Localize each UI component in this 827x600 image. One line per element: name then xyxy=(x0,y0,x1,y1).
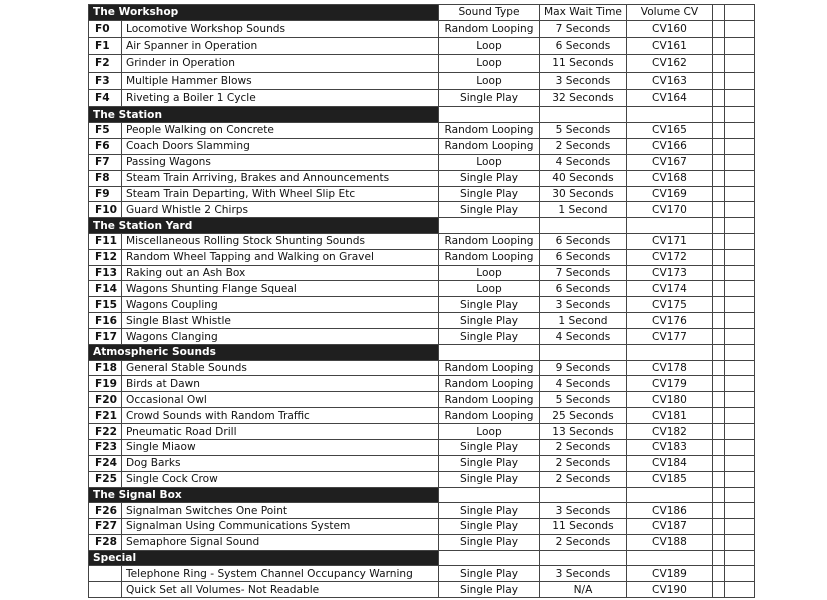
empty-cell xyxy=(712,154,724,170)
empty-cell xyxy=(712,329,724,345)
sound-name: Single Blast Whistle xyxy=(121,313,438,329)
volume-cv: CV174 xyxy=(626,281,712,297)
empty-cell xyxy=(724,392,754,408)
function-row xyxy=(89,186,755,202)
volume-cv: CV178 xyxy=(626,360,712,376)
max-wait-time: 13 Seconds xyxy=(539,424,626,440)
sound-type: Random Looping xyxy=(438,249,539,265)
function-key: F20 xyxy=(89,392,122,408)
section-header-row xyxy=(89,218,755,234)
empty-cell xyxy=(724,519,754,535)
empty-cell xyxy=(724,582,754,598)
volume-cv: CV182 xyxy=(626,424,712,440)
max-wait-time: 6 Seconds xyxy=(539,281,626,297)
empty-cell xyxy=(712,297,724,313)
section-header-row xyxy=(89,487,755,503)
empty-cell xyxy=(724,122,754,138)
empty-cell xyxy=(539,345,626,361)
sound-type: Loop xyxy=(438,37,539,54)
empty-cell xyxy=(724,281,754,297)
function-key: F17 xyxy=(89,329,122,345)
sound-name: Quick Set all Volumes- Not Readable xyxy=(121,582,438,598)
function-row xyxy=(89,471,755,487)
empty-cell xyxy=(724,503,754,519)
function-key: F2 xyxy=(89,55,122,72)
volume-cv: CV189 xyxy=(626,566,712,582)
sound-type: Random Looping xyxy=(438,138,539,154)
max-wait-time: 9 Seconds xyxy=(539,360,626,376)
max-wait-time: 4 Seconds xyxy=(539,154,626,170)
sound-type: Single Play xyxy=(438,170,539,186)
empty-cell xyxy=(712,503,724,519)
sound-name: Signalman Using Communications System xyxy=(121,519,438,535)
function-row xyxy=(89,154,755,170)
function-row xyxy=(89,313,755,329)
empty-cell xyxy=(724,439,754,455)
sound-name: Wagons Shunting Flange Squeal xyxy=(121,281,438,297)
function-row xyxy=(89,455,755,471)
empty-cell xyxy=(712,360,724,376)
empty-cell xyxy=(539,107,626,123)
volume-cv: CV164 xyxy=(626,90,712,107)
empty-cell xyxy=(539,487,626,503)
empty-cell xyxy=(724,408,754,424)
max-wait-time: 2 Seconds xyxy=(539,455,626,471)
sound-type: Single Play xyxy=(438,329,539,345)
sound-type: Random Looping xyxy=(438,233,539,249)
sound-type: Loop xyxy=(438,265,539,281)
sound-type: Random Looping xyxy=(438,122,539,138)
max-wait-time: N/A xyxy=(539,582,626,598)
empty-cell xyxy=(724,170,754,186)
max-wait-time: 6 Seconds xyxy=(539,37,626,54)
sound-name: Crowd Sounds with Random Traffic xyxy=(121,408,438,424)
max-wait-time: 11 Seconds xyxy=(539,55,626,72)
section-title: The Station Yard xyxy=(89,218,439,234)
sound-type: Loop xyxy=(438,154,539,170)
empty-cell xyxy=(539,550,626,566)
function-row xyxy=(89,122,755,138)
volume-cv: CV180 xyxy=(626,392,712,408)
empty-cell xyxy=(724,20,754,37)
empty-cell xyxy=(539,218,626,234)
empty-cell xyxy=(712,519,724,535)
function-key: F11 xyxy=(89,233,122,249)
volume-cv: CV183 xyxy=(626,439,712,455)
empty-cell xyxy=(724,5,754,21)
sound-type: Random Looping xyxy=(438,392,539,408)
empty-cell xyxy=(724,376,754,392)
max-wait-time: 3 Seconds xyxy=(539,503,626,519)
volume-cv: CV171 xyxy=(626,233,712,249)
volume-cv: CV169 xyxy=(626,186,712,202)
sound-type: Single Play xyxy=(438,202,539,218)
sound-name: Pneumatic Road Drill xyxy=(121,424,438,440)
max-wait-time: 30 Seconds xyxy=(539,186,626,202)
empty-cell xyxy=(724,218,754,234)
function-key: F6 xyxy=(89,138,122,154)
function-row xyxy=(89,566,755,582)
sound-type: Single Play xyxy=(438,90,539,107)
function-row xyxy=(89,90,755,107)
empty-cell xyxy=(712,408,724,424)
section-header-row xyxy=(89,107,755,123)
volume-cv: CV161 xyxy=(626,37,712,54)
column-header-sound-type: Sound Type xyxy=(438,5,539,21)
function-key: F10 xyxy=(89,202,122,218)
function-key: F28 xyxy=(89,534,122,550)
sound-type: Random Looping xyxy=(438,376,539,392)
empty-cell xyxy=(712,107,724,123)
sound-name: Single Miaow xyxy=(121,439,438,455)
max-wait-time: 4 Seconds xyxy=(539,376,626,392)
section-header-row xyxy=(89,5,755,21)
sound-name: Telephone Ring - System Channel Occupancy Warning xyxy=(121,566,438,582)
empty-cell xyxy=(438,345,539,361)
sound-name: Miscellaneous Rolling Stock Shunting Sounds xyxy=(121,233,438,249)
max-wait-time: 3 Seconds xyxy=(539,566,626,582)
volume-cv: CV160 xyxy=(626,20,712,37)
empty-cell xyxy=(724,550,754,566)
empty-cell xyxy=(724,72,754,89)
empty-cell xyxy=(712,72,724,89)
function-key: F19 xyxy=(89,376,122,392)
sound-type: Loop xyxy=(438,55,539,72)
sound-type: Loop xyxy=(438,72,539,89)
function-key: F25 xyxy=(89,471,122,487)
function-row xyxy=(89,519,755,535)
empty-cell xyxy=(712,534,724,550)
sound-type: Single Play xyxy=(438,313,539,329)
sound-type: Single Play xyxy=(438,186,539,202)
empty-cell xyxy=(438,218,539,234)
function-row xyxy=(89,249,755,265)
function-key: F13 xyxy=(89,265,122,281)
volume-cv: CV181 xyxy=(626,408,712,424)
empty-cell xyxy=(724,154,754,170)
sound-name: Steam Train Departing, With Wheel Slip Etc xyxy=(121,186,438,202)
sound-name: Signalman Switches One Point xyxy=(121,503,438,519)
empty-cell xyxy=(438,550,539,566)
empty-cell xyxy=(626,487,712,503)
sound-name: Birds at Dawn xyxy=(121,376,438,392)
max-wait-time: 5 Seconds xyxy=(539,122,626,138)
max-wait-time: 7 Seconds xyxy=(539,265,626,281)
empty-cell xyxy=(712,471,724,487)
function-row xyxy=(89,281,755,297)
sound-type: Single Play xyxy=(438,566,539,582)
empty-cell xyxy=(724,534,754,550)
empty-cell xyxy=(724,37,754,54)
sound-name: Steam Train Arriving, Brakes and Announcements xyxy=(121,170,438,186)
max-wait-time: 2 Seconds xyxy=(539,439,626,455)
function-row xyxy=(89,392,755,408)
function-key: F8 xyxy=(89,170,122,186)
function-row xyxy=(89,439,755,455)
function-key: F1 xyxy=(89,37,122,54)
volume-cv: CV170 xyxy=(626,202,712,218)
sound-name: General Stable Sounds xyxy=(121,360,438,376)
function-row xyxy=(89,72,755,89)
volume-cv: CV166 xyxy=(626,138,712,154)
empty-cell xyxy=(724,186,754,202)
sound-function-table xyxy=(88,4,755,598)
empty-cell xyxy=(712,345,724,361)
empty-cell xyxy=(712,5,724,21)
empty-cell xyxy=(712,122,724,138)
function-row xyxy=(89,37,755,54)
max-wait-time: 2 Seconds xyxy=(539,534,626,550)
function-row xyxy=(89,20,755,37)
max-wait-time: 25 Seconds xyxy=(539,408,626,424)
sound-name: Locomotive Workshop Sounds xyxy=(121,20,438,37)
volume-cv: CV187 xyxy=(626,519,712,535)
column-header-max-wait: Max Wait Time xyxy=(539,5,626,21)
empty-cell xyxy=(724,455,754,471)
function-key: F23 xyxy=(89,439,122,455)
empty-cell xyxy=(712,550,724,566)
max-wait-time: 32 Seconds xyxy=(539,90,626,107)
function-key: F24 xyxy=(89,455,122,471)
function-row xyxy=(89,360,755,376)
empty-cell xyxy=(712,455,724,471)
max-wait-time: 1 Second xyxy=(539,313,626,329)
empty-cell xyxy=(712,138,724,154)
section-title: The Signal Box xyxy=(89,487,439,503)
empty-cell xyxy=(712,55,724,72)
function-row xyxy=(89,582,755,598)
function-row xyxy=(89,265,755,281)
function-row xyxy=(89,55,755,72)
function-key: F21 xyxy=(89,408,122,424)
function-key: F7 xyxy=(89,154,122,170)
sound-type: Random Looping xyxy=(438,408,539,424)
max-wait-time: 4 Seconds xyxy=(539,329,626,345)
function-row xyxy=(89,424,755,440)
max-wait-time: 3 Seconds xyxy=(539,297,626,313)
empty-cell xyxy=(724,107,754,123)
section-header-row xyxy=(89,550,755,566)
empty-cell xyxy=(724,202,754,218)
function-row xyxy=(89,297,755,313)
sound-name: Guard Whistle 2 Chirps xyxy=(121,202,438,218)
max-wait-time: 2 Seconds xyxy=(539,138,626,154)
sound-name: Single Cock Crow xyxy=(121,471,438,487)
sound-name: Grinder in Operation xyxy=(121,55,438,72)
function-row xyxy=(89,408,755,424)
volume-cv: CV165 xyxy=(626,122,712,138)
max-wait-time: 40 Seconds xyxy=(539,170,626,186)
max-wait-time: 1 Second xyxy=(539,202,626,218)
sound-type: Loop xyxy=(438,424,539,440)
sound-type: Single Play xyxy=(438,534,539,550)
sound-name: Dog Barks xyxy=(121,455,438,471)
sound-name: Random Wheel Tapping and Walking on Gravel xyxy=(121,249,438,265)
function-key xyxy=(89,582,122,598)
empty-cell xyxy=(626,107,712,123)
max-wait-time: 3 Seconds xyxy=(539,72,626,89)
function-key: F26 xyxy=(89,503,122,519)
empty-cell xyxy=(438,487,539,503)
volume-cv: CV186 xyxy=(626,503,712,519)
sound-name: Air Spanner in Operation xyxy=(121,37,438,54)
empty-cell xyxy=(724,313,754,329)
function-row xyxy=(89,202,755,218)
empty-cell xyxy=(712,424,724,440)
sound-name: Wagons Clanging xyxy=(121,329,438,345)
function-key: F16 xyxy=(89,313,122,329)
function-key xyxy=(89,566,122,582)
volume-cv: CV176 xyxy=(626,313,712,329)
sound-type: Single Play xyxy=(438,582,539,598)
section-title: Special xyxy=(89,550,439,566)
volume-cv: CV167 xyxy=(626,154,712,170)
function-key: F22 xyxy=(89,424,122,440)
empty-cell xyxy=(724,249,754,265)
function-row xyxy=(89,138,755,154)
sound-type: Single Play xyxy=(438,503,539,519)
section-header-row xyxy=(89,345,755,361)
empty-cell xyxy=(724,424,754,440)
function-row xyxy=(89,534,755,550)
volume-cv: CV163 xyxy=(626,72,712,89)
empty-cell xyxy=(724,566,754,582)
sound-type: Single Play xyxy=(438,297,539,313)
empty-cell xyxy=(438,107,539,123)
function-row xyxy=(89,329,755,345)
empty-cell xyxy=(724,297,754,313)
sound-type: Single Play xyxy=(438,439,539,455)
empty-cell xyxy=(712,265,724,281)
sound-type: Single Play xyxy=(438,519,539,535)
volume-cv: CV185 xyxy=(626,471,712,487)
empty-cell xyxy=(712,281,724,297)
section-title: Atmospheric Sounds xyxy=(89,345,439,361)
empty-cell xyxy=(724,487,754,503)
section-title: The Station xyxy=(89,107,439,123)
function-key: F15 xyxy=(89,297,122,313)
empty-cell xyxy=(712,249,724,265)
empty-cell xyxy=(724,138,754,154)
sound-type: Single Play xyxy=(438,455,539,471)
function-key: F5 xyxy=(89,122,122,138)
empty-cell xyxy=(712,218,724,234)
sound-type: Random Looping xyxy=(438,360,539,376)
sound-name: Riveting a Boiler 1 Cycle xyxy=(121,90,438,107)
max-wait-time: 5 Seconds xyxy=(539,392,626,408)
empty-cell xyxy=(712,376,724,392)
function-key: F0 xyxy=(89,20,122,37)
function-key: F27 xyxy=(89,519,122,535)
sound-name: Raking out an Ash Box xyxy=(121,265,438,281)
max-wait-time: 6 Seconds xyxy=(539,249,626,265)
sound-name: Coach Doors Slamming xyxy=(121,138,438,154)
volume-cv: CV190 xyxy=(626,582,712,598)
volume-cv: CV172 xyxy=(626,249,712,265)
sound-name: Semaphore Signal Sound xyxy=(121,534,438,550)
function-key: F3 xyxy=(89,72,122,89)
function-key: F9 xyxy=(89,186,122,202)
sound-name: Passing Wagons xyxy=(121,154,438,170)
empty-cell xyxy=(712,582,724,598)
empty-cell xyxy=(724,345,754,361)
function-key: F4 xyxy=(89,90,122,107)
sound-name: Wagons Coupling xyxy=(121,297,438,313)
empty-cell xyxy=(724,471,754,487)
empty-cell xyxy=(712,313,724,329)
empty-cell xyxy=(712,20,724,37)
function-key: F14 xyxy=(89,281,122,297)
empty-cell xyxy=(712,186,724,202)
empty-cell xyxy=(712,170,724,186)
volume-cv: CV175 xyxy=(626,297,712,313)
empty-cell xyxy=(626,550,712,566)
empty-cell xyxy=(724,360,754,376)
empty-cell xyxy=(724,233,754,249)
empty-cell xyxy=(712,90,724,107)
empty-cell xyxy=(712,566,724,582)
volume-cv: CV162 xyxy=(626,55,712,72)
volume-cv: CV188 xyxy=(626,534,712,550)
sound-type: Single Play xyxy=(438,471,539,487)
sound-type: Random Looping xyxy=(438,20,539,37)
sound-name: Multiple Hammer Blows xyxy=(121,72,438,89)
function-row xyxy=(89,170,755,186)
max-wait-time: 6 Seconds xyxy=(539,233,626,249)
max-wait-time: 2 Seconds xyxy=(539,471,626,487)
function-row xyxy=(89,233,755,249)
volume-cv: CV173 xyxy=(626,265,712,281)
column-header-volume-cv: Volume CV xyxy=(626,5,712,21)
sound-type: Loop xyxy=(438,281,539,297)
sound-name: Occasional Owl xyxy=(121,392,438,408)
sound-name: People Walking on Concrete xyxy=(121,122,438,138)
empty-cell xyxy=(724,55,754,72)
function-key: F18 xyxy=(89,360,122,376)
empty-cell xyxy=(626,345,712,361)
max-wait-time: 7 Seconds xyxy=(539,20,626,37)
function-key: F12 xyxy=(89,249,122,265)
empty-cell xyxy=(712,37,724,54)
empty-cell xyxy=(626,218,712,234)
section-title: The Workshop xyxy=(89,5,439,21)
volume-cv: CV168 xyxy=(626,170,712,186)
empty-cell xyxy=(724,265,754,281)
empty-cell xyxy=(724,329,754,345)
empty-cell xyxy=(712,392,724,408)
empty-cell xyxy=(712,439,724,455)
function-row xyxy=(89,376,755,392)
volume-cv: CV184 xyxy=(626,455,712,471)
empty-cell xyxy=(724,90,754,107)
function-row xyxy=(89,503,755,519)
empty-cell xyxy=(712,233,724,249)
empty-cell xyxy=(712,487,724,503)
volume-cv: CV179 xyxy=(626,376,712,392)
volume-cv: CV177 xyxy=(626,329,712,345)
max-wait-time: 11 Seconds xyxy=(539,519,626,535)
empty-cell xyxy=(712,202,724,218)
